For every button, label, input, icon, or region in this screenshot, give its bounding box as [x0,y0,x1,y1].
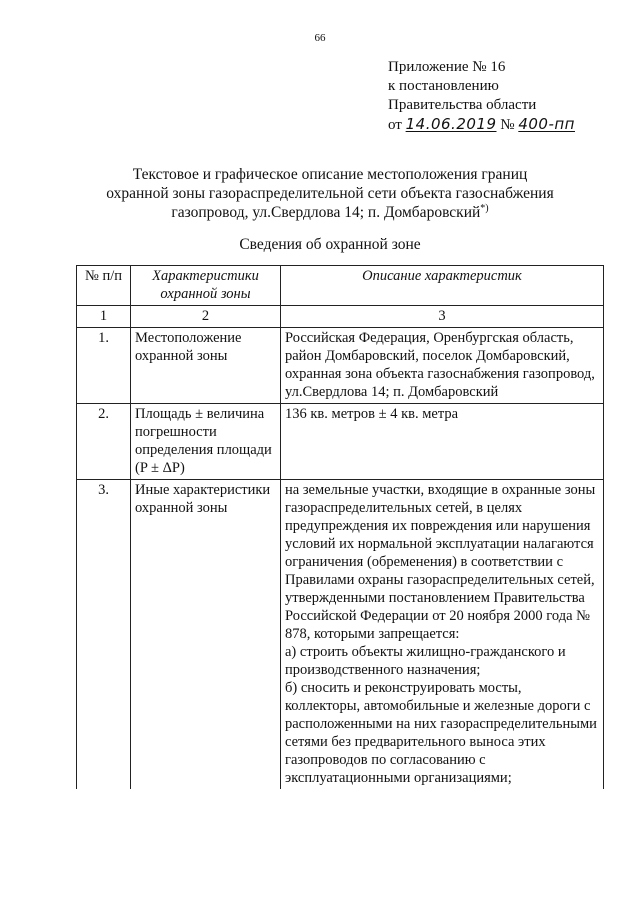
row-characteristic: Иные характеристики охранной зоны [131,480,281,790]
appendix-date-line [388,115,628,135]
index-cell: 3 [281,306,604,328]
protection-zone-table [76,265,604,789]
table-index-row [77,306,604,328]
header-description: Описание характеристик [281,266,604,306]
restriction-item-b: б) сносить и реконструировать мосты, коллекторы, автомобильные и железные дороги с расположенными на них газораспределительными сетями без предварительного выноса этих газопроводов по согласованию с эксплуатационными организациями; [285,680,597,786]
index-cell: 2 [131,306,281,328]
title-line-2: охранной зоны газораспределительной сети объекта газоснабжения [106,185,554,202]
row-description: Российская Федерация, Оренбургская область, район Домбаровский, поселок Домбаровский, охранная зона объекта газоснабжения газопровод, ул.Свердлова 14; п. Домбаровский [281,328,604,404]
header-number: № п/п [77,266,131,306]
row-number: 3. [77,480,131,790]
title-line-3 [80,203,580,222]
date-prefix: от [388,117,402,133]
appendix-resolution: к постановлению [388,78,499,94]
footnote-mark: *) [480,202,489,214]
row-description: 136 кв. метров ± 4 кв. метра [281,404,604,480]
row-description [281,480,604,790]
number-prefix: № [500,117,515,133]
section-subtitle: Сведения об охранной зоне [239,236,421,253]
row-characteristic: Местоположение охранной зоны [131,328,281,404]
appendix-title: Приложение № 16 [388,59,506,75]
row-number: 1. [77,328,131,404]
appendix-block [388,58,628,135]
appendix-government: Правительства области [388,97,537,113]
page-number: 66 [314,32,326,44]
handwritten-date: 14.06.2019 [405,115,497,133]
restrictions-intro: на земельные участки, входящие в охранные зоны газораспределительных сетей, в целях предупреждения их повреждения или нарушения условий их нормальной эксплуатации налагаются ограничения (обременения) в соответствии с Правилами охраны газораспределительных сетей, утвержденными постановлением Правительства Российской Федерации от 20 ноября 2000 года № 878, которыми запрещается: [285,482,596,642]
title-line-3-text: газопровод, ул.Свердлова 14; п. Домбаровский [171,204,481,221]
handwritten-number: 400-пп [518,115,575,133]
table-header-row [77,266,604,306]
table-row [77,480,604,790]
table-row [77,404,604,480]
table-row [77,328,604,404]
restriction-item-a: а) строить объекты жилищно-гражданского и производственного назначения; [285,644,566,678]
document-title [80,165,580,222]
title-line-1: Текстовое и графическое описание местоположения границ [132,166,528,183]
row-characteristic: Площадь ± величина погрешности определения площади (P ± ΔP) [131,404,281,480]
row-number: 2. [77,404,131,480]
header-characteristics: Характеристики охранной зоны [131,266,281,306]
index-cell: 1 [77,306,131,328]
